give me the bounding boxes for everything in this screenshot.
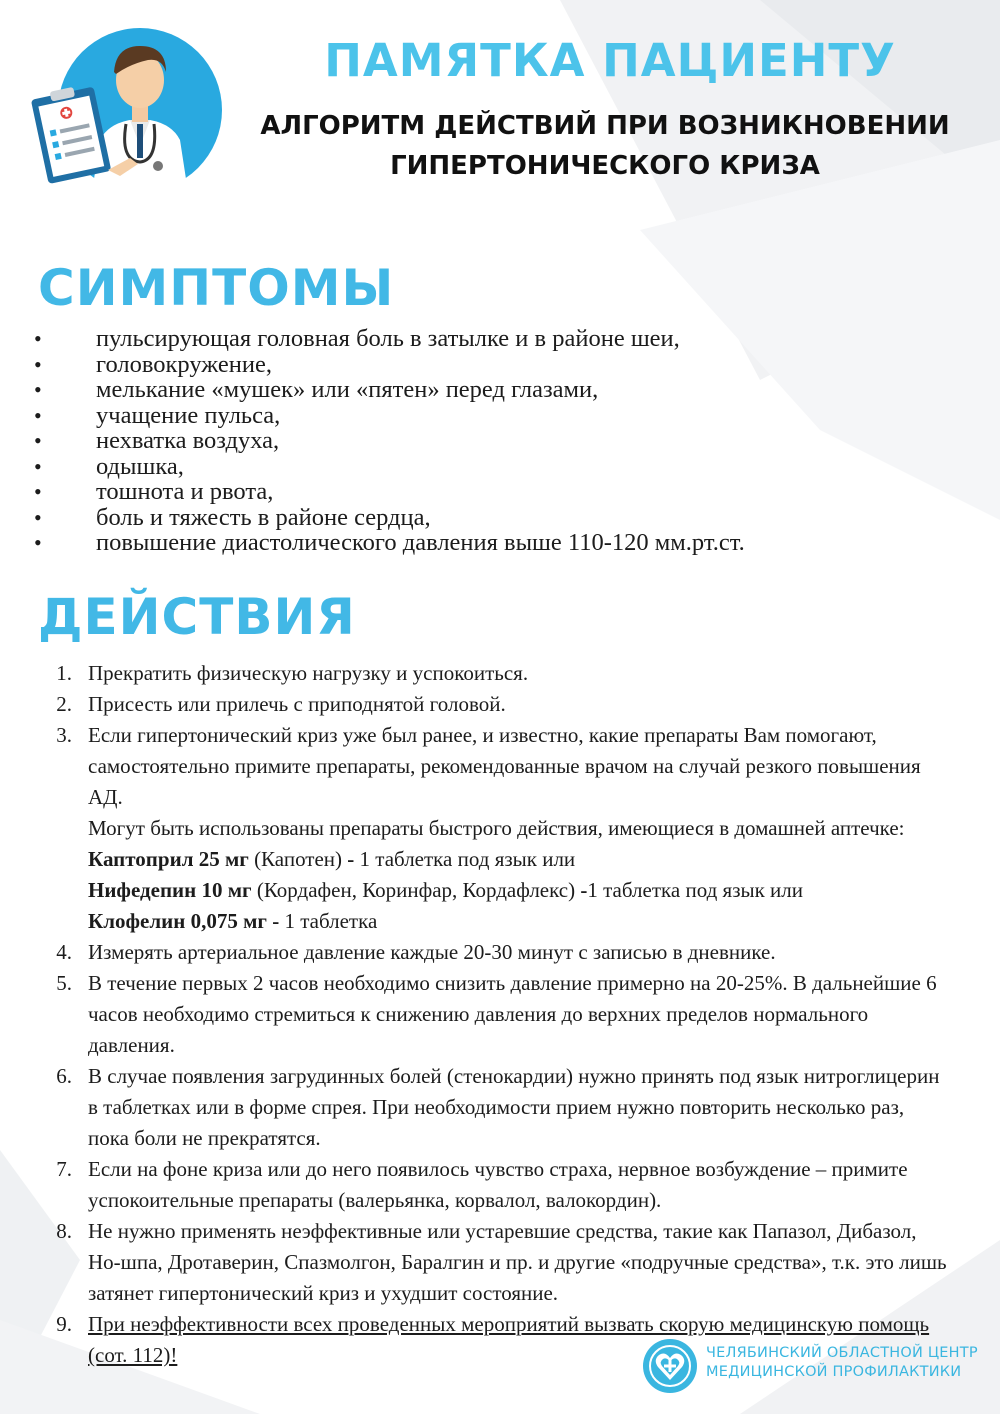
action-number: 7. <box>56 1157 72 1181</box>
action-text: Если гипертонический криз уже был ранее, и известно, какие препараты Вам помогают, самостоятельно примите препараты, рекомендованные врачом на случай резкого повышения АД. <box>88 723 921 809</box>
action-text: Прекратить физическую нагрузку и успокоиться. <box>88 661 529 685</box>
symptom-item: • одышка, <box>30 454 970 480</box>
doctor-with-clipboard-icon <box>30 20 230 200</box>
drug-line <box>88 844 950 875</box>
action-text: Если на фоне криза или до него появилось чувство страха, нервное возбуждение – примите успокоительные препараты (валерьянка, корвалол, валокордин). <box>88 1157 908 1212</box>
action-number: 9. <box>56 1312 72 1336</box>
symptom-item: • учащение пульса, <box>30 403 970 429</box>
drug-name: Клофелин 0,075 мг <box>88 909 267 933</box>
symptom-item: • нехватка воздуха, <box>30 428 970 454</box>
action-number: 6. <box>56 1064 72 1088</box>
subtitle-line-2: ГИПЕРТОНИЧЕСКОГО КРИЗА <box>390 151 820 181</box>
page-subtitle <box>230 106 980 186</box>
symptom-item: • головокружение, <box>30 352 970 378</box>
action-number: 4. <box>56 940 72 964</box>
drug-name: Нифедепин 10 мг <box>88 878 252 902</box>
action-text: В случае появления загрудинных болей (стенокардии) нужно принять под язык нитроглицерин в таблетках или в форме спрея. При необходимости прием нужно повторить несколько раз, пока боли не прекратятся. <box>88 1064 940 1150</box>
action-item <box>50 720 950 937</box>
organization-name-line-2: МЕДИЦИНСКОЙ ПРОФИЛАКТИКИ <box>706 1364 962 1380</box>
symptom-item: • тошнота и рвота, <box>30 479 970 505</box>
action-number: 5. <box>56 971 72 995</box>
action-item <box>50 968 950 1061</box>
action-item <box>50 1061 950 1154</box>
drug-dash: - <box>580 878 588 902</box>
page-title: ПАМЯТКА ПАЦИЕНТУ <box>324 34 896 87</box>
drug-dose: 1 таблетка <box>279 909 378 933</box>
organization-name <box>706 1344 986 1382</box>
action-number: 3. <box>56 723 72 747</box>
symptom-item: • мелькание «мушек» или «пятен» перед глазами, <box>30 377 970 403</box>
action-number: 1. <box>56 661 72 685</box>
actions-list <box>50 658 950 1371</box>
action-text: Присесть или прилечь с приподнятой головой. <box>88 692 506 716</box>
action-note: Могут быть использованы препараты быстрого действия, имеющиеся в домашней аптечке: <box>88 816 905 840</box>
drug-name: Каптоприл 25 мг <box>88 847 249 871</box>
drug-dash: - <box>347 847 355 871</box>
symptom-item: • боль и тяжесть в районе сердца, <box>30 505 970 531</box>
action-text: Не нужно применять неэффективные или устаревшие средства, такие как Папазол, Дибазол, Но-шпа, Дротаверин, Спазмолгон, Баралгин и пр. и другие «подручные средства», т.к. это лишь затянет гипертонический криз и ухудшит состояние. <box>88 1219 947 1305</box>
drug-line <box>88 906 950 937</box>
drug-dose: 1 таблетка под язык или <box>354 847 576 871</box>
action-item <box>50 658 950 689</box>
action-text: Измерять артериальное давление каждые 20-30 минут с записью в дневнике. <box>88 940 776 964</box>
action-item <box>50 689 950 720</box>
organization-name-line-1: ЧЕЛЯБИНСКИЙ ОБЛАСТНОЙ ЦЕНТР <box>706 1345 978 1361</box>
action-item <box>50 1154 950 1216</box>
action-number: 2. <box>56 692 72 716</box>
drug-analogs: (Капотен) <box>248 847 348 871</box>
action-item <box>50 1216 950 1309</box>
drug-analogs: (Кордафен, Коринфар, Кордафлекс) <box>251 878 581 902</box>
medical-center-logo-icon <box>640 1336 700 1396</box>
drug-dose: 1 таблетка под язык или <box>587 878 804 902</box>
action-number: 8. <box>56 1219 72 1243</box>
action-item <box>50 937 950 968</box>
actions-heading: ДЕЙСТВИЯ <box>38 588 356 646</box>
emergency-call-text: При неэффективности всех проведенных мероприятий вызвать скорую медицинскую помощь (сот. 112)! <box>88 1312 930 1367</box>
drug-line <box>88 875 950 906</box>
symptoms-heading: СИМПТОМЫ <box>38 259 395 317</box>
action-text: В течение первых 2 часов необходимо снизить давление примерно на 20-25%. В дальнейшие 6 часов необходимо стремиться к снижению давления до верхних пределов нормального давления. <box>88 971 937 1057</box>
drug-dash: - <box>272 909 280 933</box>
symptoms-list <box>30 326 970 556</box>
organization-logo <box>640 1336 980 1396</box>
subtitle-line-1: АЛГОРИТМ ДЕЙСТВИЙ ПРИ ВОЗНИКНОВЕНИИ <box>260 111 950 141</box>
symptom-item: • повышение диастолического давления выше 110-120 мм.рт.ст. <box>30 530 970 556</box>
symptom-item: • пульсирующая головная боль в затылке и в районе шеи, <box>30 326 970 352</box>
